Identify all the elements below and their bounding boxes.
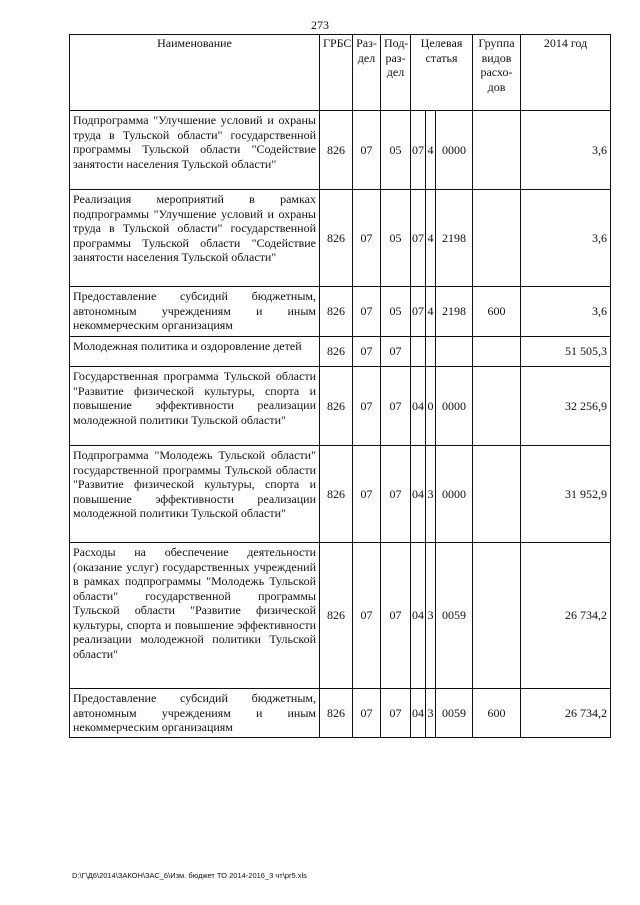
row-target-program: 04: [411, 543, 426, 689]
row-expense-group: 600: [473, 689, 521, 738]
row-target-subprogram: [426, 337, 436, 367]
row-name: Государственная программа Тульской области "Развитие физической культуры, спорта и повышение эффективности реализации молодежной политики Тульской области": [70, 367, 320, 446]
row-razdel: 07: [353, 190, 381, 287]
row-amount: 3,6: [521, 287, 611, 337]
row-target-program: 07: [411, 111, 426, 190]
row-grbs: 826: [320, 190, 353, 287]
row-target-subprogram: 4: [426, 190, 436, 287]
row-grbs: 826: [320, 337, 353, 367]
budget-table: [69, 34, 611, 738]
row-razdel: 07: [353, 446, 381, 543]
header-podrazdel: Под- раз- дел: [381, 35, 411, 111]
row-amount: 3,6: [521, 111, 611, 190]
row-name: Подпрограмма "Улучшение условий и охраны труда в Тульской области" государственной программы Тульской области "Содействие занятости населения Тульской области": [70, 111, 320, 190]
row-target-program: 07: [411, 190, 426, 287]
row-podrazdel: 05: [381, 287, 411, 337]
header-row: [70, 35, 611, 111]
row-expense-group: [473, 446, 521, 543]
row-razdel: 07: [353, 337, 381, 367]
row-name: Предоставление субсидий бюджетным, автономным учреждениям и иным некоммерческим организациям: [70, 689, 320, 738]
table-body: [70, 111, 611, 738]
row-podrazdel: 05: [381, 190, 411, 287]
row-expense-group: [473, 190, 521, 287]
row-name: Молодежная политика и оздоровление детей: [70, 337, 320, 367]
table-row: [70, 337, 611, 367]
row-target-direction: 2198: [436, 190, 473, 287]
row-podrazdel: 07: [381, 446, 411, 543]
table-row: [70, 287, 611, 337]
row-razdel: 07: [353, 287, 381, 337]
row-grbs: 826: [320, 111, 353, 190]
row-grbs: 826: [320, 287, 353, 337]
row-amount: 26 734,2: [521, 543, 611, 689]
row-grbs: 826: [320, 446, 353, 543]
row-expense-group: [473, 367, 521, 446]
row-target-direction: 0000: [436, 367, 473, 446]
row-target-subprogram: 3: [426, 689, 436, 738]
row-expense-group: [473, 337, 521, 367]
header-name: Наименование: [70, 35, 320, 111]
table-row: [70, 689, 611, 738]
row-razdel: 07: [353, 689, 381, 738]
row-razdel: 07: [353, 543, 381, 689]
row-name: Расходы на обеспечение деятельности (оказание услуг) государственных учреждений в рамках подпрограммы "Молодежь Тульской области" государственной программы Тульской области "Развитие физической культуры, спорта и повышение эффективности реализации молодежной политики Тульской области": [70, 543, 320, 689]
row-amount: 26 734,2: [521, 689, 611, 738]
table-row: [70, 446, 611, 543]
table-row: [70, 367, 611, 446]
header-year: 2014 год: [521, 35, 611, 111]
row-grbs: 826: [320, 367, 353, 446]
row-target-program: 04: [411, 689, 426, 738]
table-row: [70, 111, 611, 190]
header-celevaya-statya: Целевая статья: [411, 35, 473, 111]
row-grbs: 826: [320, 543, 353, 689]
row-target-program: 04: [411, 446, 426, 543]
row-amount: 51 505,3: [521, 337, 611, 367]
row-podrazdel: 07: [381, 543, 411, 689]
row-amount: 32 256,9: [521, 367, 611, 446]
row-target-program: 04: [411, 367, 426, 446]
row-podrazdel: 07: [381, 367, 411, 446]
row-target-subprogram: 4: [426, 111, 436, 190]
row-target-program: 07: [411, 287, 426, 337]
row-target-subprogram: 4: [426, 287, 436, 337]
row-podrazdel: 05: [381, 111, 411, 190]
row-amount: 3,6: [521, 190, 611, 287]
file-path-footer: D:\Г\Д6\2014\ЗАКОН\ЗАС_6\Изм. бюджет ТО 2014-2016_3 чт\pr5.xls: [72, 871, 307, 880]
row-razdel: 07: [353, 111, 381, 190]
row-target-program: [411, 337, 426, 367]
row-expense-group: 600: [473, 287, 521, 337]
row-expense-group: [473, 111, 521, 190]
row-expense-group: [473, 543, 521, 689]
row-name: Предоставление субсидий бюджетным, автономным учреждениям и иным некоммерческим организациям: [70, 287, 320, 337]
table-row: [70, 190, 611, 287]
row-grbs: 826: [320, 689, 353, 738]
page-number: 273: [311, 18, 329, 32]
row-target-direction: [436, 337, 473, 367]
header-gruppa-vidov: Группа видов расхо- дов: [473, 35, 521, 111]
table-row: [70, 543, 611, 689]
row-target-subprogram: 3: [426, 446, 436, 543]
row-target-direction: 0059: [436, 543, 473, 689]
row-amount: 31 952,9: [521, 446, 611, 543]
row-target-subprogram: 0: [426, 367, 436, 446]
row-target-direction: 0000: [436, 111, 473, 190]
row-podrazdel: 07: [381, 689, 411, 738]
row-target-subprogram: 3: [426, 543, 436, 689]
row-name: Реализация мероприятий в рамках подпрограммы "Улучшение условий и охраны труда в Тульской области" государственной программы Тульской области "Содействие занятости населения Тульской области": [70, 190, 320, 287]
header-grbs: ГРБС: [320, 35, 353, 111]
row-target-direction: 0059: [436, 689, 473, 738]
row-podrazdel: 07: [381, 337, 411, 367]
row-target-direction: 0000: [436, 446, 473, 543]
row-name: Подпрограмма "Молодежь Тульской области" государственной программы Тульской области "Развитие физической культуры, спорта и повышение эффективности реализации молодежной политики Тульской области": [70, 446, 320, 543]
header-razdel: Раз- дел: [353, 35, 381, 111]
row-target-direction: 2198: [436, 287, 473, 337]
row-razdel: 07: [353, 367, 381, 446]
